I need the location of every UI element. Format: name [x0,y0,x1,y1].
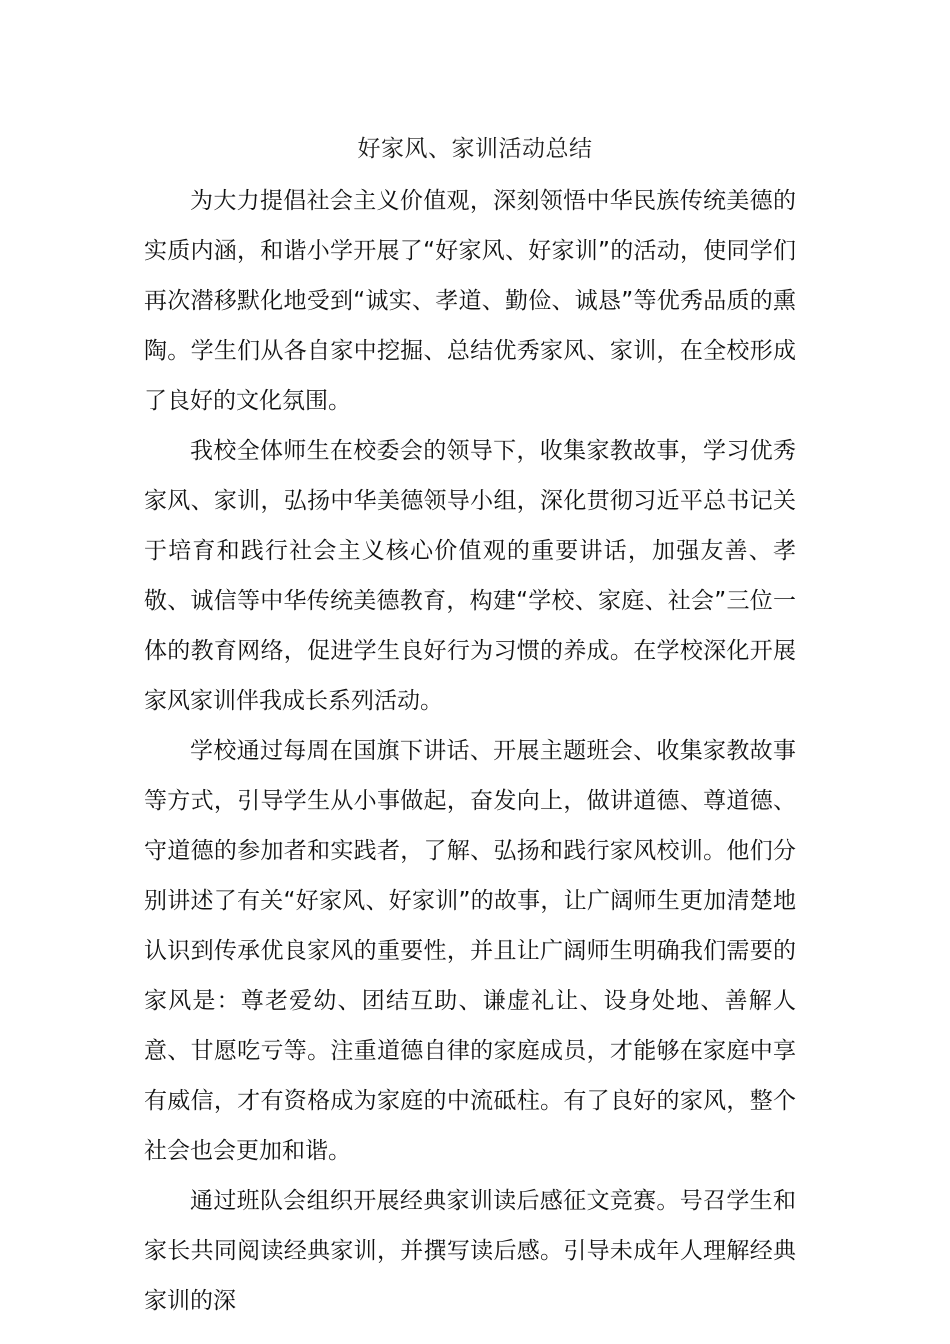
document-body [144,176,796,1326]
paragraph: 为大力提倡社会主义价值观，深刻领悟中华民族传统美德的实质内涵，和谐小学开展了“好家风、好家训”的活动，使同学们再次潜移默化地受到“诚实、孝道、勤俭、诚恳”等优秀品质的熏陶。学生们从各自家中挖掘、总结优秀家风、家训，在全校形成了良好的文化氛围。 [144,188,796,414]
paragraph: 通过班队会组织开展经典家训读后感征文竞赛。号召学生和家长共同阅读经典家训，并撰写读后感。引导未成年人理解经典家训的深 [144,1188,796,1314]
paragraph: 学校通过每周在国旗下讲话、开展主题班会、收集家教故事等方式，引导学生从小事做起，奋发向上，做讲道德、尊道德、守道德的参加者和实践者，了解、弘扬和践行家风校训。他们分别讲述了有关“好家风、好家训”的故事，让广阔师生更加清楚地认识到传承优良家风的重要性，并且让广阔师生明确我们需要的家风是：尊老爱幼、团结互助、谦虚礼让、设身处地、善解人意、甘愿吃亏等。注重道德自律的家庭成员，才能够在家庭中享有威信，才有资格成为家庭的中流砥柱。有了良好的家风，整个社会也会更加和谐。 [144,738,796,1164]
document-title: 好家风、家训活动总结 [357,136,593,162]
paragraph: 我校全体师生在校委会的领导下，收集家教故事，学习优秀家风、家训，弘扬中华美德领导小组，深化贯彻习近平总书记关于培育和践行社会主义核心价值观的重要讲话，加强友善、孝敬、诚信等中华传统美德教育，构建“学校、家庭、社会”三位一体的教育网络，促进学生良好行为习惯的养成。在学校深化开展家风家训伴我成长系列活动。 [144,438,796,714]
